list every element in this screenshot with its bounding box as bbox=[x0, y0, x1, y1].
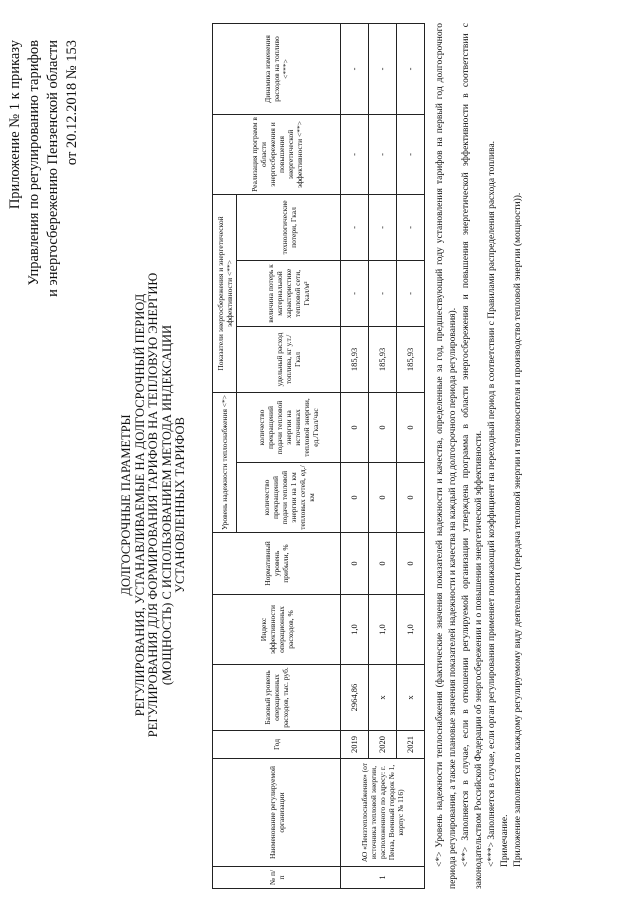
cell-reliability-sources: 0 bbox=[369, 392, 397, 462]
cell-base-costs: 2964,86 bbox=[341, 665, 369, 731]
header-program: Реализация программ в области энергосбережения и повышения энергетической эффективности <**> bbox=[213, 114, 341, 194]
cell-reliability-networks: 0 bbox=[341, 463, 369, 533]
header-efficiency-index: Индекс эффективности операционных расходов, % bbox=[213, 595, 341, 665]
title-line: ДОЛГОСРОЧНЫЕ ПАРАМЕТРЫ bbox=[119, 414, 133, 596]
parameters-table bbox=[212, 23, 425, 889]
cell-fuel-rate: 185,93 bbox=[341, 326, 369, 392]
header-energy-group: Показатели энергосбережения и энергетической эффективности <**> bbox=[213, 194, 237, 392]
header-base-costs: Базовый уровень операционных расходов, тыс. руб. bbox=[213, 665, 341, 731]
cell-year: 2020 bbox=[369, 731, 397, 759]
cell-program: - bbox=[341, 114, 369, 194]
cell-fuel-dynamics: - bbox=[341, 23, 369, 114]
cell-reliability-sources: 0 bbox=[341, 392, 369, 462]
cell-year: 2021 bbox=[397, 731, 425, 759]
cell-losses-ratio: - bbox=[397, 260, 425, 326]
appendix-header bbox=[6, 40, 82, 297]
title-line: УСТАНОВЛЕННЫХ ТАРИФОВ bbox=[173, 417, 187, 593]
header-num: № п/п bbox=[213, 867, 341, 889]
header-reliability-group: Уровень надежности теплоснабжения <*> bbox=[213, 392, 237, 532]
cell-fuel-rate: 185,93 bbox=[369, 326, 397, 392]
cell-profit: 0 bbox=[397, 533, 425, 595]
cell-reliability-sources: 0 bbox=[397, 392, 425, 462]
cell-year: 2019 bbox=[341, 731, 369, 759]
appendix-line: от 20.12.2018 № 153 bbox=[64, 40, 80, 166]
cell-losses-ratio: - bbox=[369, 260, 397, 326]
header-tech-losses: технологические потери, Гкал bbox=[237, 194, 341, 260]
header-fuel-rate: удельный расход топлива, кг у.т./Гкал bbox=[237, 326, 341, 392]
cell-fuel-rate: 185,93 bbox=[397, 326, 425, 392]
organization-name: АО «Пензтеплоснабжение» (от источника тепловой энергии, расположенного по адресу: г. Пенза, Военный городок № 1, корпус № 116) bbox=[341, 759, 425, 867]
document-title bbox=[120, 225, 188, 785]
footnote-fuel-coefficient: <***> Заполняется в случае, если орган регулирования применяет понижающий коэффициент на переходный период в соответствии с Правилами распределения расхода топлива. bbox=[487, 140, 497, 867]
cell-efficiency-index: 1,0 bbox=[397, 595, 425, 665]
appendix-line: и энергосбережению Пензенской области bbox=[45, 40, 61, 297]
footnote-energy-program: <**> Заполняется в случае, если в отношении регулируемой организации утверждена программа в области энергосбережения и повышения энергетической эффективности в соответствии с законодательством Российской Федерации об энергосбережении и о повышении энергетической эффективности. bbox=[461, 23, 484, 889]
appendix-line: Управления по регулированию тарифов bbox=[26, 40, 42, 286]
note-heading: Примечание. bbox=[500, 814, 510, 867]
header-org: Наименование регулируемой организации bbox=[213, 759, 341, 867]
header-fuel-dynamics: Динамика изменения расходов на топливо <***> bbox=[213, 23, 341, 114]
cell-program: - bbox=[397, 114, 425, 194]
cell-program: - bbox=[369, 114, 397, 194]
header-reliability-sources: количество прекращений подачи тепловой энергии на источниках тепловой энергии, ед./Гкал/час bbox=[237, 392, 341, 462]
cell-fuel-dynamics: - bbox=[369, 23, 397, 114]
cell-base-costs: х bbox=[397, 665, 425, 731]
cell-reliability-networks: 0 bbox=[397, 463, 425, 533]
table-row bbox=[341, 23, 369, 888]
title-line: РЕГУЛИРОВАНИЯ, УСТАНАВЛИВАЕМЫЕ НА ДОЛГОСРОЧНЫЙ ПЕРИОД bbox=[132, 293, 147, 717]
cell-base-costs: х bbox=[369, 665, 397, 731]
row-number: 1 bbox=[341, 867, 425, 889]
header-losses-ratio: величина потерь к материальной характеристике тепловой сети, Гкал/м² bbox=[237, 260, 341, 326]
cell-efficiency-index: 1,0 bbox=[341, 595, 369, 665]
cell-profit: 0 bbox=[369, 533, 397, 595]
cell-losses-ratio: - bbox=[341, 260, 369, 326]
cell-tech-losses: - bbox=[397, 194, 425, 260]
cell-fuel-dynamics: - bbox=[397, 23, 425, 114]
footnote-reliability: <*> Уровень надежности теплоснабжения (фактические значения показателей надежности и качества, определенные за год, предшествующий году установления тарифов на первый год долгосрочного периода регулирования, а также плановые значения показателей надежности и качества на каждый год долгосрочного периода регулирования). bbox=[435, 23, 458, 889]
cell-reliability-networks: 0 bbox=[369, 463, 397, 533]
cell-profit: 0 bbox=[341, 533, 369, 595]
cell-efficiency-index: 1,0 bbox=[369, 595, 397, 665]
header-reliability-networks: количество прекращений подачи тепловой энергии на 1 км тепловых сетей, ед./км bbox=[237, 463, 341, 533]
cell-tech-losses: - bbox=[341, 194, 369, 260]
footnotes bbox=[434, 23, 525, 889]
title-line: (МОЩНОСТЬ) С ИСПОЛЬЗОВАНИЕМ МЕТОДА ИНДЕКСАЦИИ bbox=[159, 324, 174, 686]
header-year: Год bbox=[213, 731, 341, 759]
appendix-line: Приложение № 1 к приказу bbox=[7, 40, 23, 210]
note-text: Приложение заполняется по каждому регулируемому виду деятельности (передача тепловой энергии и теплоносителя и производство тепловой энергии (мощности)). bbox=[513, 192, 523, 867]
header-profit: Нормативный уровень прибыли, % bbox=[213, 533, 341, 595]
title-line: РЕГУЛИРОВАНИЯ ДЛЯ ФОРМИРОВАНИЯ ТАРИФОВ НА ТЕПЛОВУЮ ЭНЕРГИЮ bbox=[146, 272, 160, 738]
cell-tech-losses: - bbox=[369, 194, 397, 260]
